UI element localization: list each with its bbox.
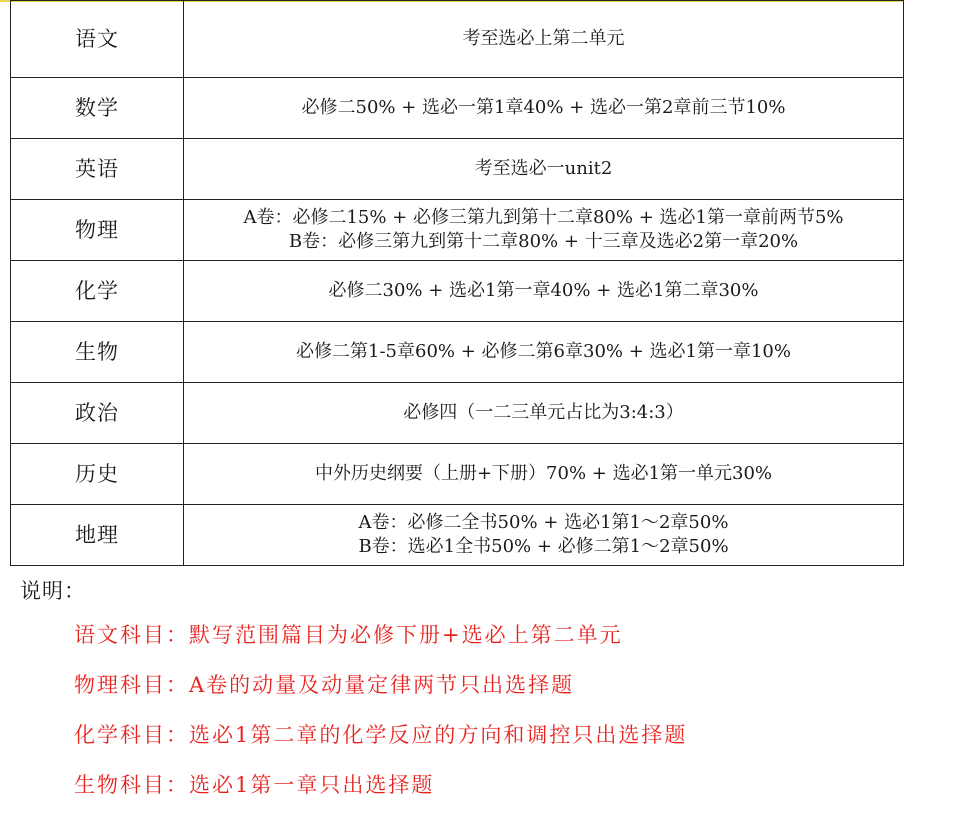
subject-cell: 物理 <box>11 200 184 261</box>
scope-cell <box>184 200 904 261</box>
exam-scope-table <box>10 0 904 566</box>
table-row <box>11 383 904 444</box>
scope-cell <box>184 261 904 322</box>
subject-cell: 历史 <box>11 444 184 505</box>
table-row <box>11 444 904 505</box>
scope-cell <box>184 139 904 200</box>
scope-cell <box>184 444 904 505</box>
table-row <box>11 322 904 383</box>
table-row <box>11 261 904 322</box>
subject-cell: 政治 <box>11 383 184 444</box>
scope-cell <box>184 505 904 566</box>
notes-list <box>74 620 687 820</box>
subject-cell: 地理 <box>11 505 184 566</box>
subject-cell: 化学 <box>11 261 184 322</box>
scope-cell <box>184 1 904 78</box>
table-row <box>11 505 904 566</box>
scope-cell <box>184 383 904 444</box>
subject-cell: 语文 <box>11 1 184 78</box>
scope-cell <box>184 78 904 139</box>
scope-line: 必修四（一二三单元占比为3:4:3） <box>403 402 684 423</box>
subject-cell: 英语 <box>11 139 184 200</box>
table-row <box>11 1 904 78</box>
subject-cell: 数学 <box>11 78 184 139</box>
note-item: 物理科目：A卷的动量及动量定律两节只出选择题 <box>74 673 575 697</box>
subject-cell: 生物 <box>11 322 184 383</box>
scope-cell <box>184 322 904 383</box>
table-row <box>11 78 904 139</box>
note-item: 化学科目：选必1第二章的化学反应的方向和调控只出选择题 <box>74 723 688 747</box>
note-item: 生物科目：选必1第一章只出选择题 <box>74 773 435 797</box>
scope-line: 考至选必一unit2 <box>474 158 613 179</box>
table-row <box>11 200 904 261</box>
scope-line: A卷：必修二全书50% + 选必1第1～2章50% <box>358 512 729 533</box>
scope-line: B卷：必修三第九到第十二章80% + 十三章及选必2第一章20% <box>288 231 799 252</box>
notes-title: 说明： <box>20 579 86 603</box>
scope-line: 中外历史纲要（上册+下册）70% + 选必1第一单元30% <box>314 463 773 484</box>
scope-line: 必修二50% + 选必一第1章40% + 选必一第2章前三节10% <box>301 97 786 118</box>
scope-line: 考至选必上第二单元 <box>462 28 625 49</box>
scope-line: 必修二30% + 选必1第一章40% + 选必1第二章30% <box>328 280 759 301</box>
scope-line: 必修二第1-5章60% + 必修二第6章30% + 选必1第一章10% <box>296 341 791 362</box>
scope-line: A卷：必修二15% + 必修三第九到第十二章80% + 选必1第一章前两节5% <box>243 207 844 228</box>
table-row <box>11 139 904 200</box>
scope-line: B卷：选必1全书50% + 必修二第1～2章50% <box>358 536 729 557</box>
note-item: 语文科目：默写范围篇目为必修下册+选必上第二单元 <box>74 623 623 647</box>
